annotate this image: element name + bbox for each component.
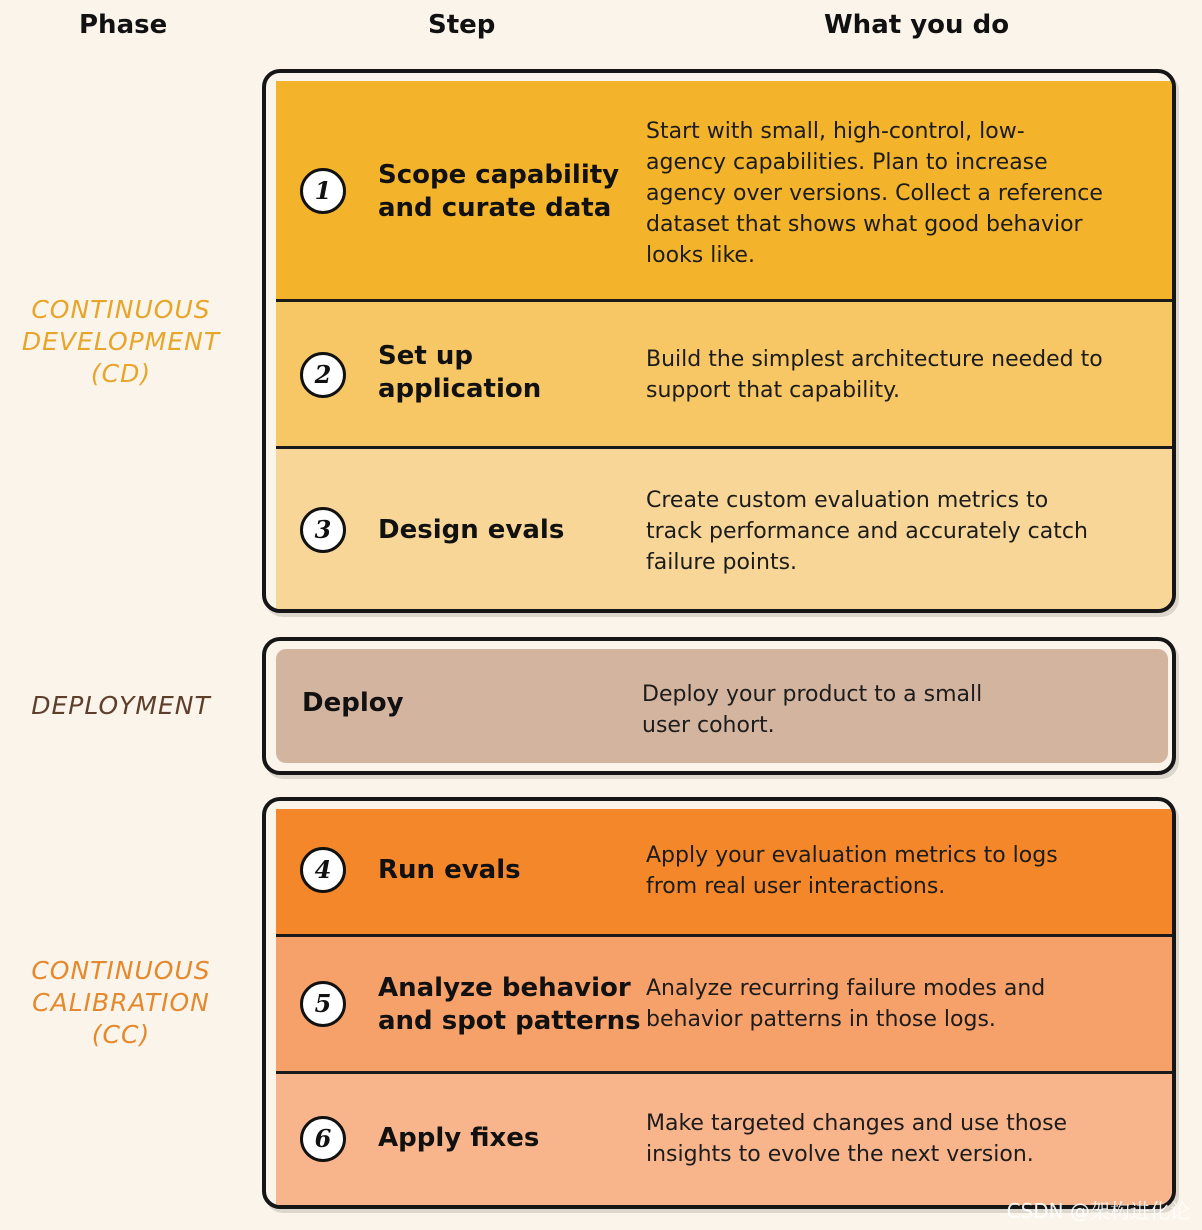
watermark: CSDN @架构进化论 <box>1006 1199 1190 1223</box>
step-row-6 <box>276 1074 1172 1205</box>
step-number-badge: 3 <box>300 507 346 553</box>
step-description: Build the simplest architecture needed to support that capability. <box>646 347 1103 403</box>
group-deployment <box>262 637 1176 775</box>
step-number-badge: 6 <box>300 1116 346 1162</box>
step-number-badge: 1 <box>300 168 346 214</box>
step-row-4 <box>276 809 1172 937</box>
step-title: Design evals <box>378 515 565 545</box>
step-description: Analyze recurring failure modes and behavior patterns in those logs. <box>646 976 1046 1032</box>
step-row-5 <box>276 937 1172 1074</box>
step-description: Deploy your product to a small user cohort. <box>642 682 983 738</box>
step-row-3 <box>276 449 1172 609</box>
step-title: Deploy <box>302 688 404 718</box>
header-phase: Phase <box>79 10 168 40</box>
header-what-you-do: What you do <box>824 10 1010 40</box>
header-step: Step <box>428 10 496 40</box>
step-row-2 <box>276 302 1172 449</box>
step-row-1 <box>276 81 1172 302</box>
step-description: Make targeted changes and use those insights to evolve the next version. <box>646 1111 1068 1167</box>
step-number-badge: 5 <box>300 981 346 1027</box>
group-continuous-calibration <box>262 797 1176 1209</box>
step-title: Scope capability and curate data <box>378 160 620 223</box>
step-description: Create custom evaluation metrics to track performance and accurately catch failure points. <box>646 488 1088 575</box>
step-title: Analyze behavior and spot patterns <box>378 973 641 1036</box>
group-continuous-development <box>262 69 1176 613</box>
step-title: Run evals <box>378 855 521 885</box>
step-title: Apply fixes <box>378 1123 540 1153</box>
phase-label-continuous-development: CONTINUOUS DEVELOPMENT (CD) <box>21 295 221 388</box>
step-number-badge: 2 <box>300 352 346 398</box>
step-description: Start with small, high-control, low- agency capabilities. Plan to increase agency over versions. Collect a reference dataset that shows what good behavior looks like. <box>646 119 1103 268</box>
phase-label-deployment: DEPLOYMENT <box>31 691 211 720</box>
phase-label-continuous-calibration: CONTINUOUS CALIBRATION (CC) <box>31 956 211 1049</box>
step-description: Apply your evaluation metrics to logs from real user interactions. <box>646 843 1058 899</box>
step-row-deploy <box>276 649 1168 763</box>
step-title: Set up application <box>378 341 542 404</box>
step-number-badge: 4 <box>300 847 346 893</box>
